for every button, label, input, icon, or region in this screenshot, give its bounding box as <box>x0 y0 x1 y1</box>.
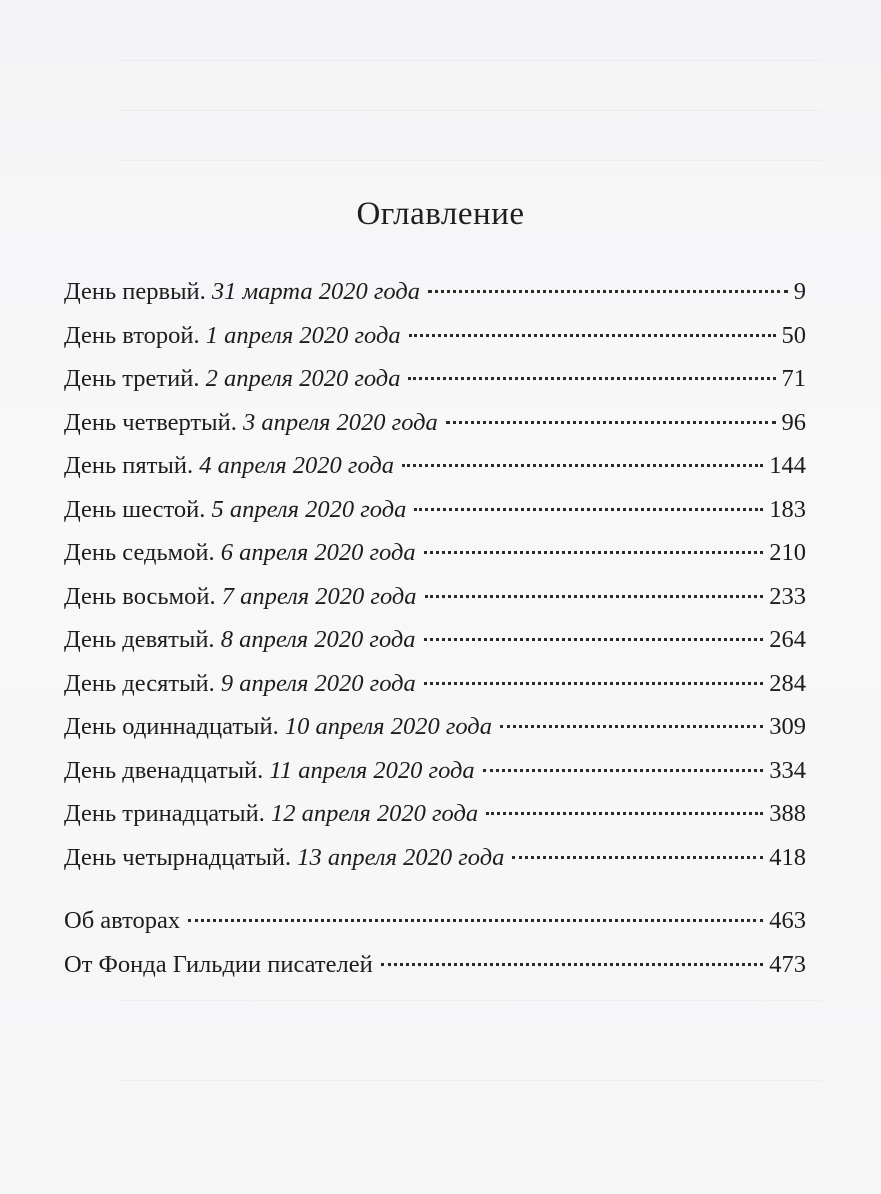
toc-entry-date: 10 апреля 2020 года <box>284 713 492 740</box>
toc-entry[interactable] <box>64 278 806 322</box>
toc-page-number: 284 <box>769 669 806 697</box>
toc-page-number: 463 <box>769 907 806 934</box>
toc-entry[interactable] <box>64 670 806 714</box>
toc-page-number: 418 <box>769 843 806 871</box>
bleed-through-line <box>120 110 821 111</box>
toc-entry[interactable] <box>64 365 806 409</box>
toc-page-number: 50 <box>781 321 806 349</box>
toc-entry-date: 5 апреля 2020 года <box>211 495 407 523</box>
toc-entry[interactable] <box>64 757 806 801</box>
toc-entry-label: День четырнадцатый. 13 апреля 2020 года <box>64 843 505 871</box>
toc-entry-label: День первый. 31 марта 2020 года <box>64 278 420 305</box>
dot-leader <box>424 638 764 641</box>
toc-entry[interactable] <box>64 713 806 757</box>
toc-entry-date: 4 апреля 2020 года <box>199 452 395 479</box>
toc-page-number: 309 <box>769 713 806 740</box>
toc-entry-label: День третий. 2 апреля 2020 года <box>64 365 401 392</box>
bleed-through-line <box>120 1080 821 1081</box>
toc-entry-date: 1 апреля 2020 года <box>205 321 401 349</box>
toc-entry-date: 12 апреля 2020 года <box>271 800 479 827</box>
toc-entry-label: День седьмой. 6 апреля 2020 года <box>64 539 416 566</box>
dot-leader <box>428 290 788 293</box>
toc-entry-date: 2 апреля 2020 года <box>205 365 401 392</box>
toc-page-number: 264 <box>769 626 806 653</box>
toc-entry-label: День двенадцатый. 11 апреля 2020 года <box>64 756 475 784</box>
dot-leader <box>512 856 763 859</box>
dot-leader <box>483 769 764 772</box>
toc-page-number: 71 <box>781 365 806 392</box>
toc-page-number: 388 <box>769 800 806 827</box>
toc-entry[interactable] <box>64 322 806 366</box>
toc-entry[interactable] <box>64 800 806 844</box>
toc-entry[interactable] <box>64 496 806 540</box>
toc-entry-label: День шестой. 5 апреля 2020 года <box>64 495 407 523</box>
toc-entry[interactable] <box>64 626 806 670</box>
bleed-through-line <box>120 1000 821 1001</box>
toc-entry-label: День второй. 1 апреля 2020 года <box>64 321 401 349</box>
toc-entry-label: День девятый. 8 апреля 2020 года <box>64 626 416 653</box>
dot-leader <box>424 682 763 685</box>
toc-page-number: 183 <box>769 495 806 523</box>
toc-entry-label: Об авторах <box>64 907 181 934</box>
toc-entry-label: День десятый. 9 апреля 2020 года <box>64 669 416 697</box>
bleed-through-line <box>120 160 821 161</box>
dot-leader <box>424 551 764 554</box>
toc-extras-list <box>64 907 806 994</box>
toc-entry[interactable] <box>64 452 806 496</box>
toc-entry[interactable] <box>64 907 806 951</box>
toc-entry-label: День восьмой. 7 апреля 2020 года <box>64 582 417 610</box>
dot-leader <box>414 508 763 511</box>
dot-leader <box>408 377 775 380</box>
toc-entry-label: От Фонда Гильдии писателей <box>64 950 373 978</box>
bleed-through-line <box>120 60 821 61</box>
toc-entry-label: День пятый. 4 апреля 2020 года <box>64 452 395 479</box>
dot-leader <box>446 421 776 424</box>
toc-entry-date: 8 апреля 2020 года <box>220 626 416 653</box>
toc-page-number: 233 <box>769 582 806 610</box>
toc-page-number: 334 <box>769 756 806 784</box>
toc-page-number: 144 <box>769 452 806 479</box>
toc-entry[interactable] <box>64 409 806 453</box>
toc-page-number: 473 <box>769 950 806 978</box>
section-gap <box>64 887 806 907</box>
table-of-contents <box>64 278 806 994</box>
dot-leader <box>402 464 763 467</box>
toc-entry-date: 9 апреля 2020 года <box>220 669 416 697</box>
toc-entry-date: 11 апреля 2020 года <box>269 756 475 784</box>
toc-entry-label: День четвертый. 3 апреля 2020 года <box>64 408 438 436</box>
toc-entry-label: День одиннадцатый. 10 апреля 2020 года <box>64 713 492 740</box>
toc-page-number: 96 <box>781 408 806 436</box>
toc-days-list <box>64 278 806 887</box>
dot-leader <box>500 725 763 728</box>
dot-leader <box>409 334 776 337</box>
toc-entry-date: 6 апреля 2020 года <box>220 539 416 566</box>
page-title: Оглавление <box>356 196 525 232</box>
dot-leader <box>486 812 763 815</box>
toc-page-number: 210 <box>769 539 806 566</box>
dot-leader <box>188 919 763 922</box>
dot-leader <box>425 595 764 598</box>
toc-entry[interactable] <box>64 539 806 583</box>
toc-entry-date: 3 апреля 2020 года <box>242 408 438 436</box>
toc-entry-date: 31 марта 2020 года <box>211 278 420 305</box>
toc-entry-date: 13 апреля 2020 года <box>297 843 505 871</box>
toc-entry-label: День тринадцатый. 12 апреля 2020 года <box>64 800 479 827</box>
toc-entry[interactable] <box>64 583 806 627</box>
toc-page-number: 9 <box>793 278 806 305</box>
toc-entry[interactable] <box>64 951 806 995</box>
dot-leader <box>381 963 764 966</box>
toc-entry[interactable] <box>64 844 806 888</box>
toc-entry-date: 7 апреля 2020 года <box>221 582 417 610</box>
